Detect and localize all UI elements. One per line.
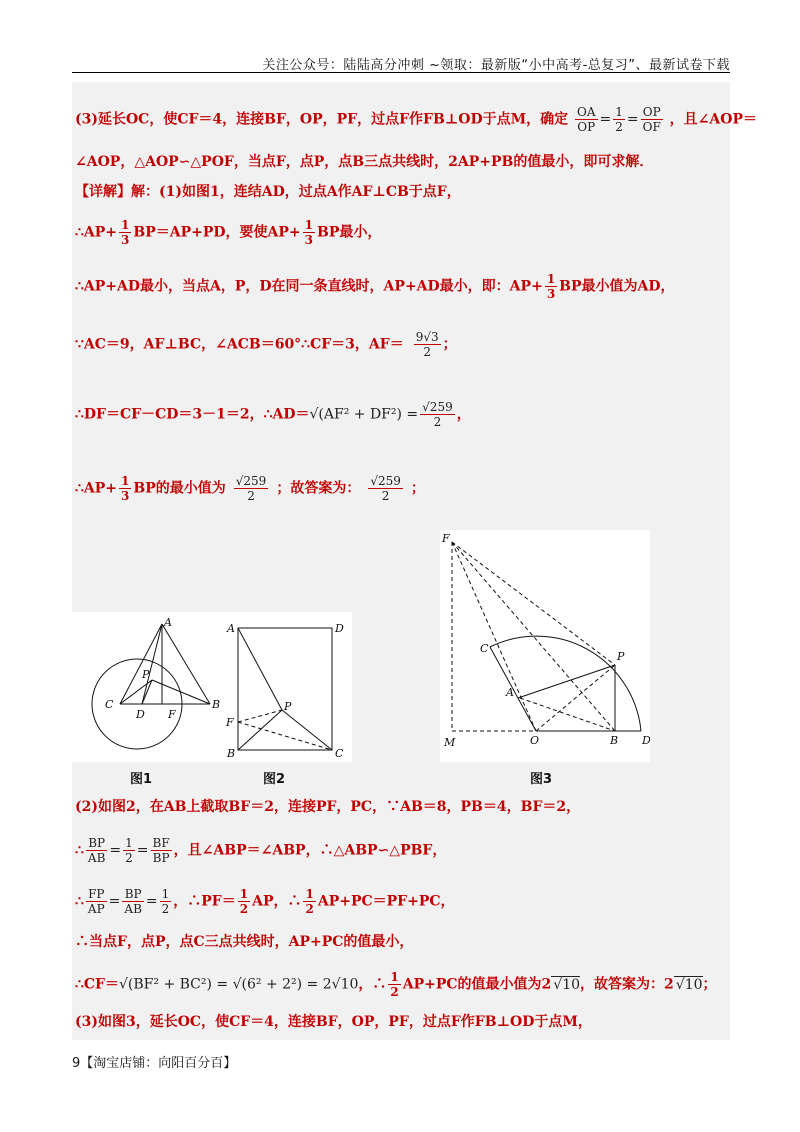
fraction-third: $\frac{1}{3}$	[304, 218, 314, 247]
figure-2-drawing	[222, 612, 352, 762]
equals-sign: =	[626, 111, 639, 128]
text-line-1	[75, 105, 757, 134]
point-label-m: M	[444, 736, 456, 749]
fraction-half: $\frac{1}{2}$	[161, 887, 170, 916]
header-rule	[72, 72, 730, 73]
text-line-14: (3)如图3，延长OC，使CF＝4，连接BF，OP，PF，过点F作FB⊥OD于点M，	[75, 1014, 592, 1030]
text-line-5: ∴AP+AD最小，当点A，P，D在同一条直线时，AP+AD最小，即：AP+ $\frac{1}{3}$ BP最小值为AD，	[75, 272, 675, 301]
fraction-bp-ab: $\frac{BP}{AB}$	[87, 836, 106, 865]
figure-1-drawing	[72, 612, 222, 762]
sqrt-expression: √(AF² + DF²) =	[309, 406, 419, 423]
text-line-2: ∠AOP，△AOP∽△POF，当点F，点P，点B三点共线时，2AP+PB的值最小，即可求解．	[75, 154, 654, 170]
figure-1	[72, 612, 222, 762]
text-line-4: ∴AP+ $\frac{1}{3}$ BP＝AP+PD，要使AP+ $\frac{1}{3}$ BP最小，	[75, 218, 382, 247]
figure-3	[440, 530, 650, 762]
point-label-d: D	[136, 708, 145, 721]
page-footer: 9【淘宝店铺：向阳百分百】	[72, 1056, 237, 1071]
point-label-d: D	[642, 734, 650, 747]
fraction-half: $\frac{1}{2}$	[125, 836, 133, 865]
text-line-8: ∴AP+ $\frac{1}{3}$ BP的最小值为 $\frac{√259}{2}$ ；故答案为： $\frac{√259}{2}$ ；	[75, 474, 425, 503]
text-line-9: (2)如图2，在AB上截取BF＝2，连接PF，PC，∵AB＝8，PB＝4，BF＝2，	[75, 799, 581, 815]
point-label-p: P	[284, 700, 292, 713]
figure-3-label: 图3	[530, 772, 553, 787]
fraction-third: $\frac{1}{3}$	[546, 272, 556, 301]
point-label-b: B	[610, 734, 619, 747]
text-line-6: ∵AC＝9，AF⊥BC，∠ACB＝60°∴CF＝3，AF＝ $\frac{9√3}{2}$ ；	[75, 330, 457, 359]
point-label-c: C	[480, 642, 489, 655]
fraction-fp-ap: $\frac{FP}{AP}$	[87, 887, 105, 916]
equals-sign: =	[599, 111, 612, 128]
fraction-half: $\frac{1}{2}$	[615, 105, 623, 134]
figure-2	[222, 612, 352, 762]
point-label-o: O	[530, 734, 540, 747]
fraction-half: $\frac{1}{2}$	[239, 887, 249, 916]
text-line-7: ∴DF＝CF－CD＝3－1＝2，∴AD＝√(AF² + DF²) = $\frac{√259}{2}$ ，	[75, 400, 471, 429]
figure-2-label: 图2	[263, 772, 286, 787]
point-label-b: B	[212, 698, 221, 711]
point-label-a: A	[164, 616, 172, 629]
fraction-sqrt259-over-2: $\frac{√259}{2}$	[370, 474, 401, 503]
text-line-12: ∴当点F，点P，点C三点共线时，AP+PC的值最小，	[75, 934, 414, 950]
text-line-3: 【详解】解：(1)如图1，连结AD，过点A作AF⊥CB于点F，	[75, 184, 461, 200]
point-label-f: F	[226, 716, 234, 729]
point-label-p: P	[617, 650, 625, 663]
fraction-half: $\frac{1}{2}$	[390, 970, 399, 999]
fraction-9sqrt3-over-2: $\frac{9√3}{2}$	[415, 330, 439, 359]
point-label-a: A	[506, 686, 514, 699]
fraction-bp-ab: $\frac{BP}{AB}$	[124, 887, 142, 916]
point-label-f: F	[442, 532, 450, 545]
fraction-sqrt259-over-2: $\frac{√259}{2}$	[422, 400, 453, 429]
fraction-bf-bp: $\frac{BF}{BP}$	[152, 836, 170, 865]
point-label-d: D	[335, 622, 344, 635]
text-line-13: ∴CF＝√(BF² + BC²) = √(6² + 2²) = 2√10，∴ $\frac{1}{2}$ AP+PC的值最小值为2 √10，故答案为：2 √10；	[75, 970, 717, 999]
point-label-c: C	[335, 747, 344, 760]
fraction-third: $\frac{1}{3}$	[121, 218, 130, 247]
point-label-c: C	[105, 698, 114, 711]
point-label-f: F	[168, 708, 176, 721]
point-label-a: A	[227, 622, 235, 635]
fraction-sqrt259-over-2: $\frac{√259}{2}$	[235, 474, 267, 503]
point-label-p: P	[142, 668, 150, 681]
fraction-half: $\frac{1}{2}$	[305, 887, 314, 916]
text-segment: (3)延长OC，使CF＝4，连接BF，OP，PF，过点F作FB⊥OD于点M，确定	[75, 111, 569, 128]
text-line-10: ∴ $\frac{BP}{AB}$ = $\frac{1}{2}$ = $\frac{BF}{BP}$ ，且∠ABP＝∠ABP，∴△ABP∽△PBF，	[75, 836, 447, 865]
sqrt-expression: √(BF² + BC²) = √(6² + 2²) = 2√10	[119, 976, 359, 993]
fraction-third: $\frac{1}{3}$	[121, 474, 130, 503]
page-header: 关注公众号：陆陆高分冲刺 ~领取：最新版“小中高考-总复习”、最新试卷下载	[262, 58, 730, 73]
figure-3-drawing	[440, 530, 650, 762]
point-label-b: B	[227, 747, 236, 760]
sqrt-10: √10	[675, 976, 703, 993]
figure-1-label: 图1	[130, 772, 153, 787]
sqrt-10: √10	[553, 976, 581, 993]
text-segment: ，且∠AOP＝	[669, 111, 757, 128]
fraction-oa-op: $\frac{OA}{OP}$	[576, 105, 596, 134]
fraction-op-of: $\frac{OP}{OF}$	[642, 105, 661, 134]
text-line-11: ∴ $\frac{FP}{AP}$ = $\frac{BP}{AB}$ = $\frac{1}{2}$ ，∴PF＝ $\frac{1}{2}$ AP，∴ $\frac{1}{2}$ AP+PC＝PF+PC，	[75, 887, 455, 916]
